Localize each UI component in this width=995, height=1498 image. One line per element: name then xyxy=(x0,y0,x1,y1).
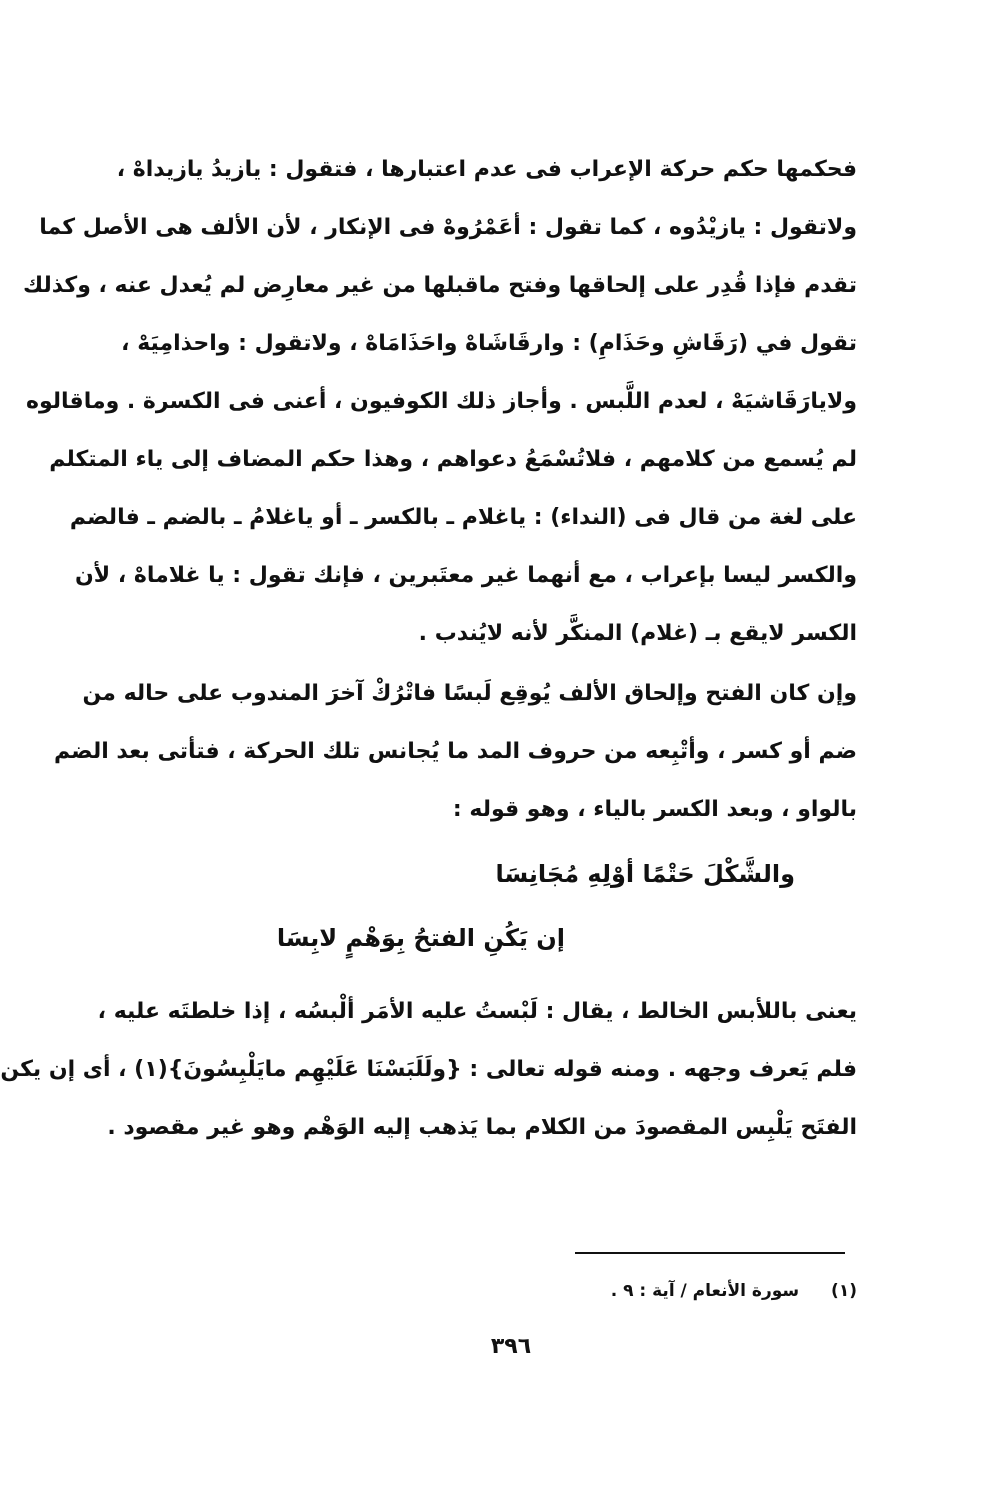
text-line: بالواو ، وبعد الكسر بالياء ، وهو قوله : xyxy=(452,797,857,822)
text-line: ضم أو كسر ، وأتْبِعه من حروف المد ما يُجانس تلك الحركة ، فتأتى بعد الضم xyxy=(54,739,857,764)
text-line: تقول في (رَقَاشِ وحَذَامِ) : وارقَاشَاهْ واحَذَامَاهْ ، ولاتقول : واحذامِيَهْ ، xyxy=(121,331,857,356)
footnote-text: سورة الأنعام / آية : ٩ . xyxy=(610,1281,800,1301)
text-line: الفتَح يَلْبِس المقصودَ من الكلام بما يَذهب إليه الوَهْم وهو غير مقصود . xyxy=(107,1115,857,1140)
text-line: فحكمها حكم حركة الإعراب فى عدم اعتبارها ، فتقول : يازيدُ يازيداهْ ، xyxy=(116,157,857,182)
text-line: الكسر لايقع بـ (غلام) المنكَّر لأنه لايُندب . xyxy=(418,621,857,646)
text-line: تقدم فإذا قُدِر على إلحاقها وفتح ماقبلها من غير معارِض لم يُعدل عنه ، وكذلك xyxy=(22,273,857,298)
verse-line-2: إن يَكُنِ الفتحُ بِوَهْمٍ لابِسَا xyxy=(276,924,565,952)
footnote-marker: (١) xyxy=(831,1281,857,1301)
text-line: ولايارَقَاشيَهْ ، لعدم اللَّبس . وأجاز ذلك الكوفيون ، أعنى فى الكسرة . وماقالوه xyxy=(25,389,857,414)
text-line: يعنى باللأبس الخالط ، يقال : لَبْستُ عليه الأمَر ألْبسُه ، إذا خلطتَه عليه ، xyxy=(97,999,857,1024)
text-line: لم يُسمع من كلامهم ، فلاتُسْمَعُ دعواهم ، وهذا حكم المضاف إلى ياء المتكلم xyxy=(49,447,857,472)
text-line: والكسر ليسا بإعراب ، مع أنهما غير معتَبرين ، فإنك تقول : يا غلاماهْ ، لأن xyxy=(75,563,857,588)
page-number: ٣٩٦ xyxy=(490,1334,532,1359)
text-line: ولاتقول : يازيْدُوه ، كما تقول : أعَمْرُوهْ فى الإنكار ، لأن الألف هى الأصل كما xyxy=(39,215,857,240)
footnote xyxy=(611,1276,857,1306)
text-line: فلم يَعرف وجهه . ومنه قوله تعالى : {ولَلَبَسْنَا عَلَيْهِم مايَلْبِسُونَ}(١) ، أى إن يكن xyxy=(0,1057,857,1082)
footnote-separator xyxy=(575,1252,845,1254)
text-line: على لغة من قال فى (النداء) : ياغلام ـ بالكسر ـ أو ياغلامُ ـ بالضم ـ فالضم xyxy=(69,505,857,530)
text-line: وإن كان الفتح وإلحاق الألف يُوقِع لَبسًا فاتْرُكْ آخرَ المندوب على حاله من xyxy=(82,681,857,706)
verse-line-1: والشَّكْلَ حَتْمًا أوْلِهِ مُجَانِسَا xyxy=(495,860,795,888)
